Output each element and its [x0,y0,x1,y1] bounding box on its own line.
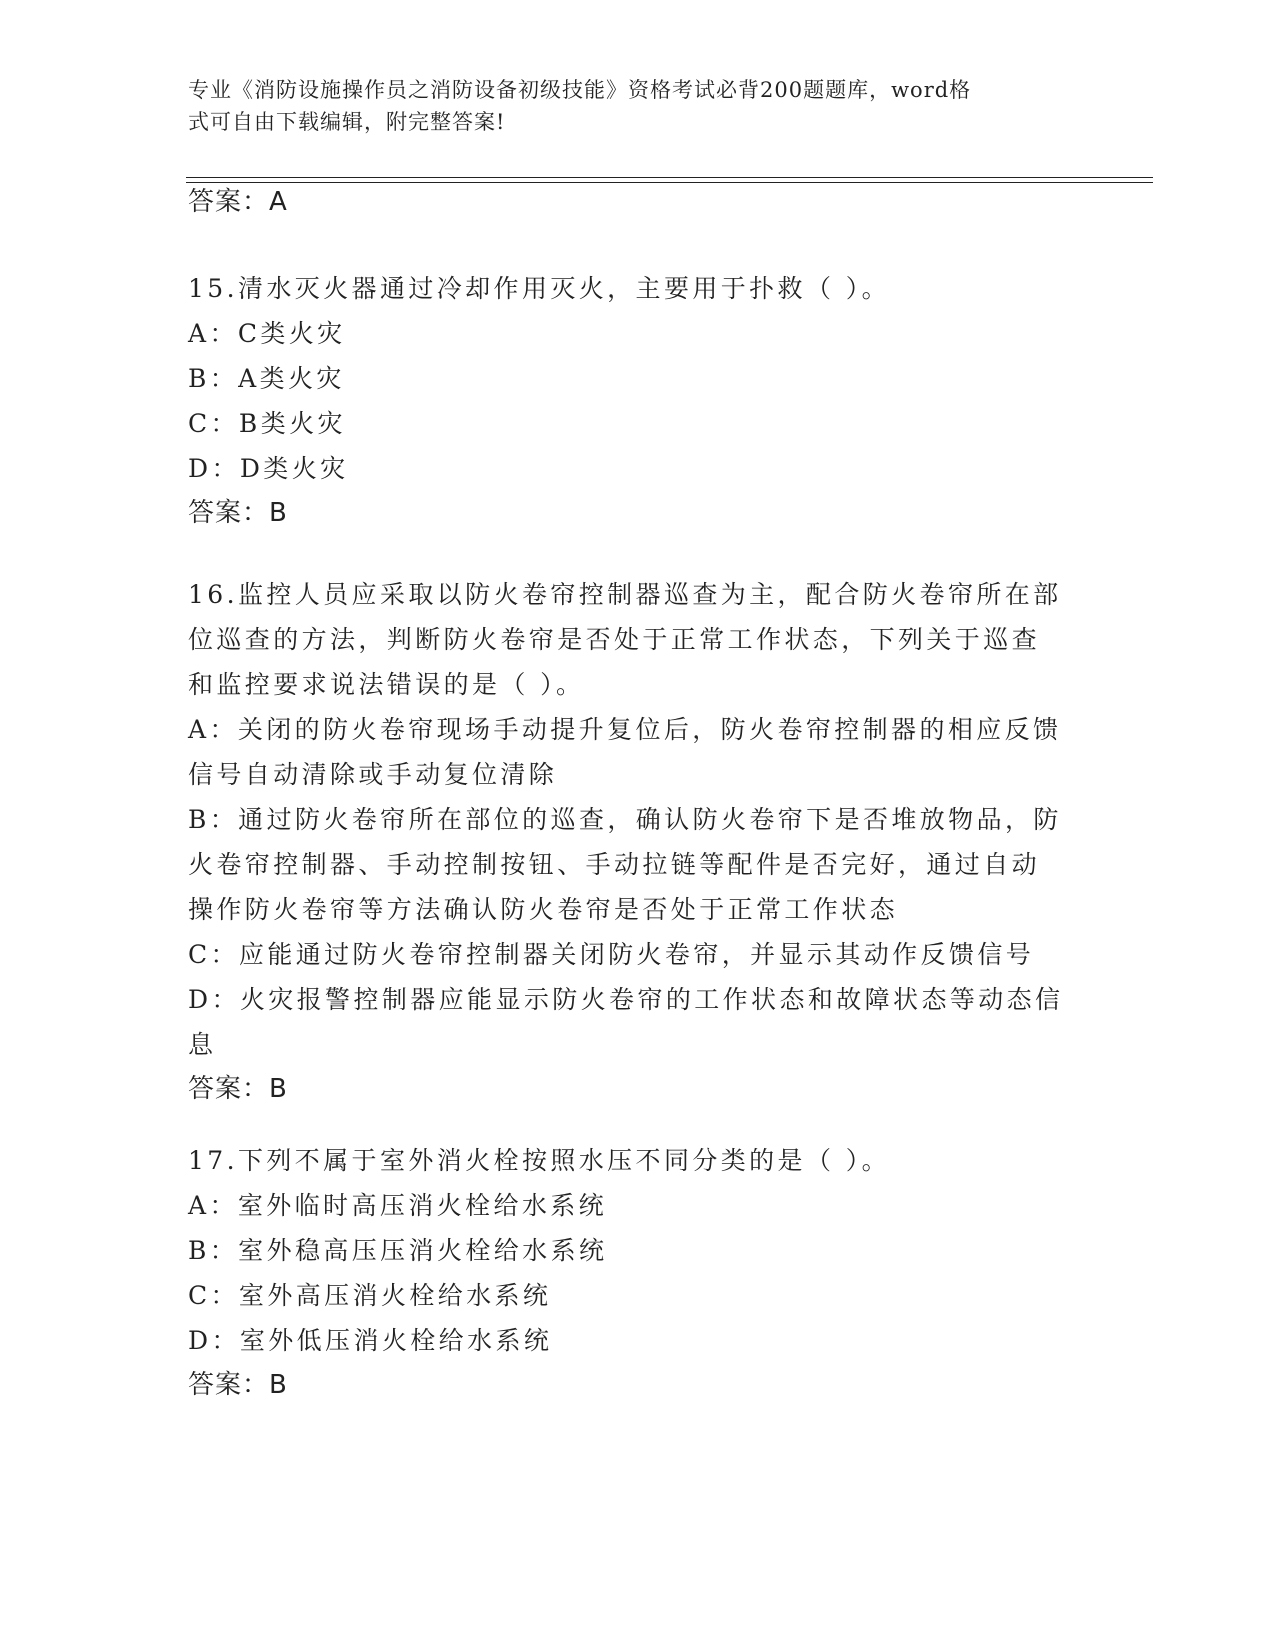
option-a: A：C类火灾 [188,319,346,348]
header-rule-top [186,177,1153,178]
question-17 [188,1138,1088,1408]
option-b-line-1: B：通过防火卷帘所在部位的巡查，确认防火卷帘下是否堆放物品，防 [188,805,1062,834]
option-d: D：室外低压消火栓给水系统 [188,1326,553,1355]
option-b: B：A类火灾 [188,364,345,393]
question-stem: 17.下列不属于室外消火栓按照水压不同分类的是（ ）。 [188,1146,891,1175]
option-c: C：B类火灾 [188,409,346,438]
question-15 [188,266,1088,536]
option-c: C：应能通过防火卷帘控制器关闭防火卷帘，并显示其动作反馈信号 [188,940,1035,969]
question-stem: 15.清水灭火器通过冷却作用灭火，主要用于扑救（ ）。 [188,274,891,303]
header-line-2: 式可自由下载编辑，附完整答案! [188,110,506,134]
option-a-line-1: A：关闭的防火卷帘现场手动提升复位后，防火卷帘控制器的相应反馈 [188,715,1062,744]
document-header [188,74,1068,138]
answer-label: 答案：A [188,187,288,217]
option-d-line-2: 息 [188,1030,217,1059]
question-stem-line-3: 和监控要求说法错误的是（ ）。 [188,670,585,699]
previous-answer-block [188,180,1088,225]
question-16 [188,572,1088,1112]
question-stem-line-2: 位巡查的方法，判断防火卷帘是否处于正常工作状态，下列关于巡查 [188,625,1041,654]
option-d-line-1: D：火灾报警控制器应能显示防火卷帘的工作状态和故障状态等动态信 [188,985,1064,1014]
option-b: B：室外稳高压压消火栓给水系统 [188,1236,608,1265]
option-b-line-2: 火卷帘控制器、手动控制按钮、手动拉链等配件是否完好，通过自动 [188,850,1041,879]
option-a-line-2: 信号自动清除或手动复位清除 [188,760,558,789]
option-d: D：D类火灾 [188,454,349,483]
option-c: C：室外高压消火栓给水系统 [188,1281,552,1310]
answer-label: 答案：B [188,498,288,528]
answer-label: 答案：B [188,1370,288,1400]
header-line-1: 专业《消防设施操作员之消防设备初级技能》资格考试必背200题题库，word格 [188,78,972,102]
option-b-line-3: 操作防火卷帘等方法确认防火卷帘是否处于正常工作状态 [188,895,899,924]
option-a: A：室外临时高压消火栓给水系统 [188,1191,608,1220]
question-stem-line-1: 16.监控人员应采取以防火卷帘控制器巡查为主，配合防火卷帘所在部 [188,580,1062,609]
answer-label: 答案：B [188,1074,288,1104]
